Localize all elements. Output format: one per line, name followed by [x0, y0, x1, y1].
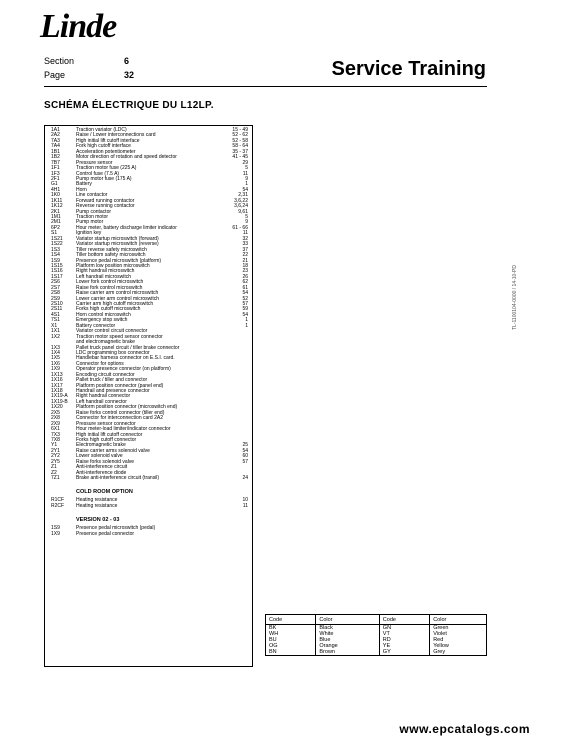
- component-ref: 1: [245, 317, 248, 324]
- color-cell: VT: [379, 631, 429, 637]
- component-desc: Variator startup microswitch (reverse): [76, 241, 159, 248]
- component-desc: Presence pedal connector: [76, 530, 135, 537]
- component-desc: Emergency stop switch: [76, 317, 128, 324]
- component-desc: Tiller reverse safety microswitch: [76, 246, 147, 253]
- component-desc: Pump motor: [76, 219, 104, 226]
- component-desc: Pump motor fuse (175 A): [76, 175, 132, 182]
- component-desc: Motor direction of rotation and speed detector: [76, 154, 177, 161]
- component-ref: 59: [242, 306, 248, 313]
- component-code: 2X5: [51, 409, 60, 416]
- component-desc: Acceleration potentiometer: [76, 148, 136, 155]
- component-code: 7X8: [51, 436, 60, 443]
- component-code: 7X3: [51, 431, 60, 438]
- component-code: 2S9: [51, 295, 60, 302]
- component-desc: Raise / Lower interconnections card: [76, 132, 156, 139]
- component-desc: Traction motor fuse (225 A): [76, 165, 137, 172]
- component-code: 1B2: [51, 154, 60, 161]
- component-code: 4S1: [51, 311, 60, 318]
- cold-room-heading-text: COLD ROOM OPTION: [76, 489, 133, 496]
- color-header-cell: Code: [379, 615, 429, 625]
- component-list: [45, 128, 252, 537]
- component-code: 2S8: [51, 290, 60, 297]
- component-desc: Anti-interference circuit: [76, 464, 128, 471]
- component-desc: Right handrail microswitch: [76, 268, 135, 275]
- component-code: 1K11: [51, 197, 63, 204]
- component-desc: Horn control microswitch: [76, 311, 131, 318]
- component-code: 2Y2: [51, 453, 60, 460]
- component-desc: Pallet truck / tiller and connector: [76, 377, 148, 384]
- component-desc: Control fuse (7.5 A): [76, 170, 120, 177]
- component-ref: 54: [242, 447, 248, 454]
- component-desc: Right handrail connector: [76, 393, 131, 400]
- component-code: 1K12: [51, 203, 63, 210]
- component-ref: 54: [242, 311, 248, 318]
- component-desc: Lower fork control microswitch: [76, 279, 144, 286]
- component-code: 1M1: [51, 214, 61, 220]
- component-ref: 60: [242, 453, 248, 460]
- component-code: 1X1: [51, 328, 60, 335]
- component-code: 1S16: [51, 268, 63, 275]
- component-code: S1: [51, 230, 58, 237]
- component-desc: Carrier arm high cutoff microswitch: [76, 301, 154, 307]
- component-desc: Lower solenoid valve: [76, 453, 123, 460]
- color-cell: White: [316, 631, 379, 637]
- component-desc: Raise carrier arm control microswitch: [76, 290, 159, 297]
- component-ref: 57: [242, 458, 248, 465]
- component-code: 7A3: [51, 137, 60, 144]
- component-code: 4H1: [51, 186, 61, 193]
- component-ref: 3,6,24: [234, 203, 248, 210]
- component-row: [45, 532, 252, 537]
- component-desc: Pallet truck panel circuit / tiller brake connector: [76, 344, 180, 351]
- component-ref: 9: [245, 219, 248, 226]
- component-code: Y1: [51, 442, 58, 449]
- component-ref: 3,6,22: [234, 197, 248, 204]
- document-title: SCHÉMA ÉLECTRIQUE DU L12LP.: [44, 100, 214, 111]
- color-table-header: [266, 615, 487, 625]
- component-desc: Tiller bottom safety microswitch: [76, 252, 146, 259]
- component-ref: 23: [242, 268, 248, 275]
- component-desc: Raise forks solenoid valve: [76, 458, 135, 465]
- component-desc: Pressure sensor connector: [76, 420, 136, 427]
- component-code: 1X4: [51, 349, 60, 356]
- component-desc: Encoding circuit connector: [76, 371, 135, 378]
- component-code: 1S15: [51, 262, 63, 269]
- component-code: 2S7: [51, 284, 60, 291]
- color-cell: Yellow: [430, 643, 487, 649]
- section-value: 6: [124, 56, 130, 66]
- component-code: 1S4: [51, 252, 60, 259]
- component-desc: Platform position connector (panel end): [76, 382, 164, 389]
- component-desc: Hour meter-load limiter/indicator connector: [76, 426, 171, 433]
- component-code: 1F3: [51, 170, 60, 177]
- component-desc: Operator presence connector (on platform): [76, 366, 171, 373]
- component-ref: 25: [242, 442, 248, 449]
- component-desc: Presence pedal microswitch (platform): [76, 257, 162, 264]
- component-code: 7S1: [51, 317, 60, 324]
- component-code: 1K0: [51, 192, 60, 199]
- component-desc: Variator control circuit connector: [76, 328, 148, 335]
- component-ref: 11: [242, 502, 248, 509]
- component-desc: Hour meter, battery discharge limiter indicator: [76, 224, 177, 231]
- component-desc: Heating resistance: [76, 502, 118, 509]
- color-cell: Brown: [316, 649, 379, 656]
- component-code: 1S3: [51, 246, 60, 253]
- color-cell: RD: [379, 637, 429, 643]
- component-desc: LDC programming box connector: [76, 349, 150, 356]
- color-cell: BN: [269, 649, 277, 655]
- component-desc: Traction motor: [76, 214, 109, 220]
- color-cell: Orange: [316, 643, 379, 649]
- component-ref: 32: [242, 235, 248, 242]
- color-cell: BU: [269, 637, 277, 643]
- component-code: 1X3: [51, 344, 60, 351]
- component-code: 1S21: [51, 235, 63, 242]
- page-line: [44, 70, 135, 80]
- component-desc: Pressure sensor: [76, 159, 113, 166]
- component-desc: Platform low position microswitch: [76, 262, 150, 269]
- color-header-cell: Color: [430, 615, 487, 625]
- component-code: G1: [51, 181, 58, 188]
- component-desc: Left handrail connector: [76, 398, 127, 405]
- color-cell: Red: [430, 637, 487, 643]
- component-desc: Anti-interference diode: [76, 469, 127, 476]
- page-value: 32: [124, 70, 135, 80]
- component-desc: Ignition key: [76, 230, 102, 237]
- component-desc: Battery: [76, 181, 92, 188]
- component-ref: 11: [242, 230, 248, 237]
- version-heading-text: VERSION 02 - 03: [76, 517, 120, 524]
- component-desc: Horn: [76, 186, 87, 193]
- component-ref: 35 - 37: [232, 148, 248, 155]
- component-desc: Pump contactor: [76, 208, 112, 215]
- component-row: [45, 504, 252, 509]
- component-ref: 9,61: [238, 208, 248, 215]
- component-ref: 15 - 49: [232, 127, 248, 133]
- color-cell: Violet: [430, 631, 487, 637]
- component-code: 1S9: [51, 257, 60, 264]
- component-ref: 26: [242, 273, 248, 280]
- component-ref: 29: [242, 159, 248, 166]
- component-code: R1CF: [51, 497, 65, 504]
- component-desc: Forks high cutoff microswitch: [76, 306, 141, 313]
- color-header-cell: Color: [316, 615, 379, 625]
- component-code: 1X19-B: [51, 398, 68, 405]
- component-desc: High initial lift cutoff interface: [76, 137, 140, 144]
- component-row: [45, 476, 252, 481]
- component-desc: Lower carrier arm control microswitch: [76, 295, 160, 302]
- component-code: 1B1: [51, 148, 60, 155]
- component-desc: High initial lift cutoff connector: [76, 431, 143, 438]
- component-ref: 52: [242, 295, 248, 302]
- component-desc: Raise forks control connector (tiller end): [76, 409, 165, 416]
- component-code: R2CF: [51, 502, 65, 509]
- component-code: 2X9: [51, 420, 60, 427]
- component-desc: Battery connector: [76, 322, 116, 329]
- component-ref: 11: [242, 170, 248, 177]
- component-desc: Raise fork control microswitch: [76, 284, 143, 291]
- component-ref: 5: [245, 165, 248, 172]
- component-code: 1X9: [51, 366, 60, 373]
- color-cell: YE: [379, 643, 429, 649]
- component-desc: Electromagnetic brake: [76, 442, 126, 449]
- component-desc: Platform position connector (microswitch end): [76, 404, 178, 411]
- component-code: 2M1: [51, 219, 61, 226]
- color-table-row: [266, 649, 487, 656]
- component-desc: Fork high cutoff interface: [76, 143, 131, 150]
- component-ref: 1: [245, 322, 248, 329]
- component-desc: Brake anti-interference circuit (transil): [76, 475, 160, 481]
- page-label: Page: [44, 70, 66, 80]
- component-code: 2S6: [51, 279, 60, 286]
- component-code: 1X17: [51, 382, 63, 389]
- component-code: 1S22: [51, 241, 63, 248]
- component-ref: 21: [242, 257, 248, 264]
- header-divider: [44, 86, 487, 87]
- component-code: 1X13: [51, 371, 63, 378]
- component-code: 2S10: [51, 301, 63, 307]
- component-ref: 2,31: [238, 192, 248, 199]
- component-ref: 52 - 62: [232, 132, 248, 139]
- component-ref: 62: [242, 279, 248, 286]
- component-list-box: [44, 125, 253, 667]
- component-ref: 5: [245, 214, 248, 220]
- component-desc: Line contactor: [76, 192, 108, 199]
- component-ref: 52 - 58: [232, 137, 248, 144]
- component-code: 2S11: [51, 306, 63, 313]
- component-desc: Forks high cutoff connector: [76, 436, 137, 443]
- color-cell: Green: [430, 625, 487, 632]
- component-code: 2X8: [51, 415, 60, 422]
- component-code: X1: [51, 322, 58, 329]
- color-cell: WH: [269, 631, 279, 637]
- component-desc: Reverse running contactor: [76, 203, 135, 210]
- component-desc: Presence pedal microswitch (pedal): [76, 525, 156, 532]
- component-ref: 18: [242, 262, 248, 269]
- component-desc: Raise carrier arms solenoid valve: [76, 447, 150, 454]
- side-reference-note: TL-1100104-0000 / 14-10-PD: [512, 265, 518, 330]
- component-code: 2Y5: [51, 458, 60, 465]
- section-line: [44, 56, 130, 66]
- component-ref: 61 - 66: [232, 224, 248, 231]
- component-desc: and electromagnetic brake: [76, 339, 135, 346]
- component-code: 2K1: [51, 208, 60, 215]
- component-code: 1X16: [51, 377, 63, 384]
- linde-logo: Linde: [40, 8, 117, 45]
- component-code: 7A4: [51, 143, 60, 150]
- component-code: 1S17: [51, 273, 63, 280]
- component-desc: Connector for options: [76, 360, 124, 367]
- component-ref: 1: [245, 181, 248, 188]
- component-code: 1X9: [51, 530, 60, 537]
- section-label: Section: [44, 56, 75, 66]
- component-code: 7B7: [51, 159, 60, 166]
- component-desc: Forward running contactor: [76, 197, 135, 204]
- component-desc: Traction variator (LDC): [76, 127, 127, 133]
- component-code: 7Z1: [51, 475, 60, 481]
- component-desc: Handrail and presence connector: [76, 388, 150, 394]
- service-training-title: Service Training: [331, 58, 486, 80]
- component-code: 1S9: [51, 525, 60, 532]
- component-ref: 54: [242, 290, 248, 297]
- component-code: 1X19-A: [51, 393, 68, 400]
- color-cell: Grey: [430, 649, 487, 656]
- component-desc: Heating resistance: [76, 497, 118, 504]
- component-code: 1X2: [51, 333, 60, 340]
- component-ref: 58 - 64: [232, 143, 248, 150]
- component-desc: Traction motor speed sensor connector: [76, 333, 163, 340]
- component-code: 1X20: [51, 404, 63, 411]
- footer-url-link[interactable]: www.epcatalogs.com: [399, 722, 530, 736]
- component-ref: 61: [242, 284, 248, 291]
- component-desc: Handlebar harness connector on E.S.I. card.: [76, 355, 175, 362]
- component-ref: 37: [242, 246, 248, 253]
- component-ref: 57: [242, 301, 248, 307]
- component-code: 2A2: [51, 132, 60, 139]
- component-code: 1X6: [51, 360, 60, 367]
- component-ref: 10: [242, 497, 248, 504]
- component-code: 1A1: [51, 127, 60, 133]
- component-code: Z1: [51, 464, 57, 471]
- color-cell: GY: [379, 649, 429, 656]
- component-ref: 24: [242, 475, 248, 481]
- component-ref: 54: [242, 186, 248, 193]
- component-code: 1F1: [51, 165, 60, 172]
- component-ref: 22: [242, 252, 248, 259]
- color-cell: Blue: [316, 637, 379, 643]
- component-desc: Connector for interconnection card 2A2: [76, 415, 163, 422]
- component-code: Z2: [51, 469, 57, 476]
- component-desc: Left handrail microswitch: [76, 273, 132, 280]
- color-cell: GN: [379, 625, 429, 632]
- component-ref: 41 - 45: [232, 154, 248, 161]
- color-cell: Black: [316, 625, 379, 632]
- component-ref: 9: [245, 175, 248, 182]
- component-code: 2F1: [51, 175, 60, 182]
- component-ref: 33: [242, 241, 248, 248]
- component-code: 2Y1: [51, 447, 60, 454]
- color-cell: BK: [269, 625, 277, 631]
- component-code: 1X5: [51, 355, 60, 362]
- component-code: 6X1: [51, 426, 60, 433]
- color-header-cell: Code: [266, 615, 316, 625]
- component-desc: Variator startup microswitch (forward): [76, 235, 159, 242]
- component-code: 1X18: [51, 388, 63, 394]
- color-cell: OG: [269, 643, 278, 649]
- wire-color-legend-table: [265, 614, 487, 656]
- component-code: 6P2: [51, 224, 60, 231]
